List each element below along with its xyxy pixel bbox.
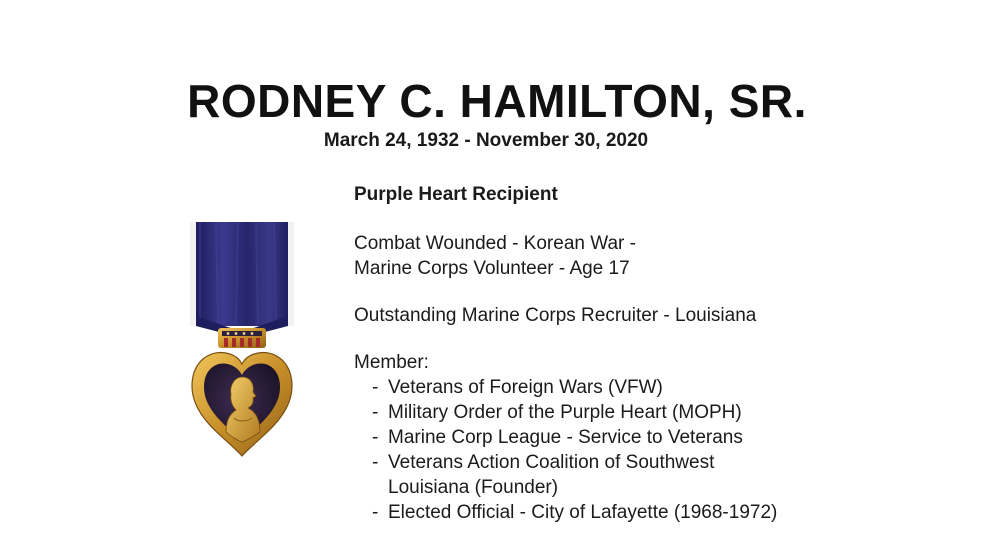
- tribute-content: [354, 182, 974, 525]
- list-dash: -: [372, 452, 379, 473]
- list-item: [372, 400, 974, 425]
- list-dash: -: [372, 502, 379, 523]
- list-item-text: Military Order of the Purple Heart (MOPH): [388, 402, 742, 423]
- page-title: RODNEY C. HAMILTON, SR.: [187, 75, 807, 127]
- honor-title: Purple Heart Recipient: [354, 184, 558, 205]
- recognition-line: Outstanding Marine Corps Recruiter - Louisiana: [354, 305, 757, 326]
- list-item-text: Marine Corp League - Service to Veterans: [388, 427, 743, 448]
- service-line: Combat Wounded - Korean War -: [354, 233, 636, 254]
- list-dash: -: [372, 402, 379, 423]
- recognition-paragraph: [354, 303, 974, 328]
- list-item: [372, 425, 974, 450]
- list-item: [372, 375, 974, 400]
- list-item: [372, 500, 974, 525]
- purple-heart-medal-icon: [186, 220, 298, 460]
- list-item-text: Veterans Action Coalition of Southwest Louisiana (Founder): [388, 452, 715, 498]
- list-dash: -: [372, 427, 379, 448]
- service-paragraph: [354, 231, 974, 281]
- life-dates: March 24, 1932 - November 30, 2020: [323, 130, 649, 151]
- list-item-text: Elected Official - City of Lafayette (1968-1972): [388, 502, 778, 523]
- list-dash: -: [372, 377, 379, 398]
- service-line: Marine Corps Volunteer - Age 17: [354, 258, 630, 279]
- list-item: [372, 450, 738, 500]
- list-item-text: Veterans of Foreign Wars (VFW): [388, 377, 663, 398]
- membership-label: Member:: [354, 352, 429, 373]
- membership-list: [354, 375, 974, 525]
